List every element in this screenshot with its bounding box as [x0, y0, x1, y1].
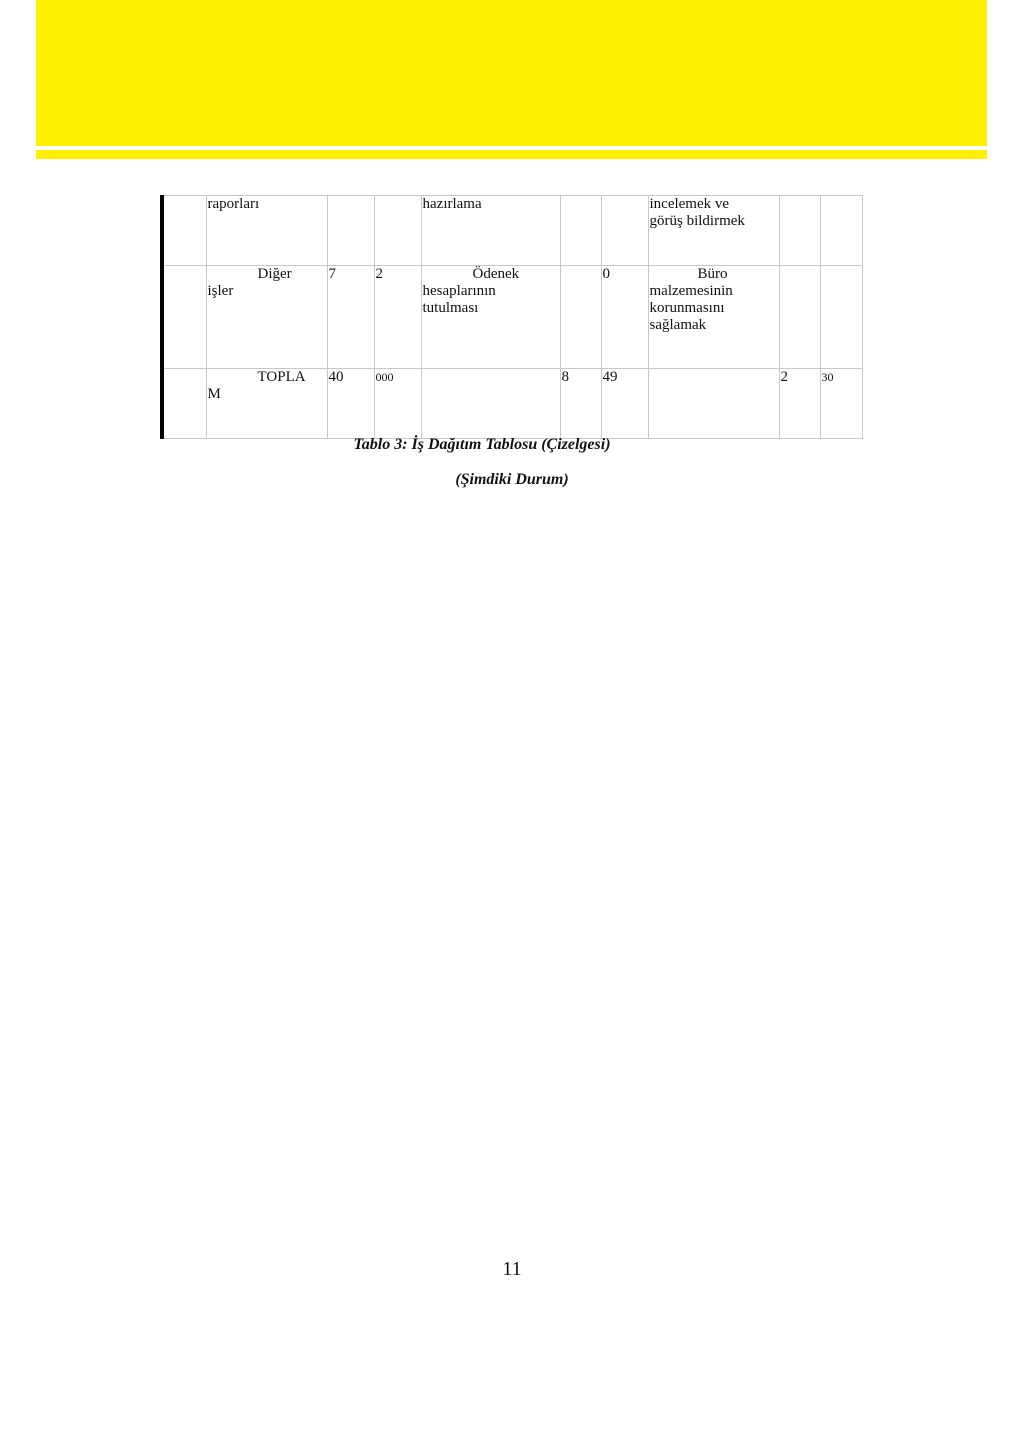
page-number: 11 [502, 1258, 522, 1280]
table-cell: 7 [327, 266, 374, 369]
table-cell: 49 [601, 369, 648, 439]
table-cell: raporları [206, 196, 327, 266]
table-cell: Ödenek hesaplarının tutulması [421, 266, 560, 369]
table-cell: 2 [374, 266, 421, 369]
table-cell: 8 [560, 369, 601, 439]
table-cell: TOPLA M [206, 369, 327, 439]
work-distribution-table [160, 195, 863, 439]
table-cell [327, 196, 374, 266]
table-cell [421, 369, 560, 439]
table-cell: Büro malzemesinin korunmasını sağlamak [648, 266, 779, 369]
table-row [162, 196, 862, 266]
header-rule [36, 150, 987, 159]
table-row-total [162, 369, 862, 439]
table-cell: Diğer işler [206, 266, 327, 369]
table-cell: hazırlama [421, 196, 560, 266]
table-cell [779, 196, 820, 266]
table-cell [560, 266, 601, 369]
table-cell: 000 [374, 369, 421, 439]
header-band [36, 0, 987, 146]
table-cell-empty [162, 196, 206, 266]
table-cell [820, 266, 862, 369]
table-cell: 2 [779, 369, 820, 439]
table-cell [820, 196, 862, 266]
table-row [162, 266, 862, 369]
table-cell [601, 196, 648, 266]
table-subcaption: (Şimdiki Durum) [455, 471, 569, 488]
table-cell: 40 [327, 369, 374, 439]
table-cell [374, 196, 421, 266]
table-caption: Tablo 3: İş Dağıtım Tablosu (Çizelgesi) [353, 436, 611, 453]
table-cell [560, 196, 601, 266]
table-cell [779, 266, 820, 369]
table-cell: incelemek ve görüş bildirmek [648, 196, 779, 266]
table-cell: 0 [601, 266, 648, 369]
table-cell: 30 [820, 369, 862, 439]
table-cell-empty [162, 266, 206, 369]
table-cell-empty [162, 369, 206, 439]
table-cell [648, 369, 779, 439]
